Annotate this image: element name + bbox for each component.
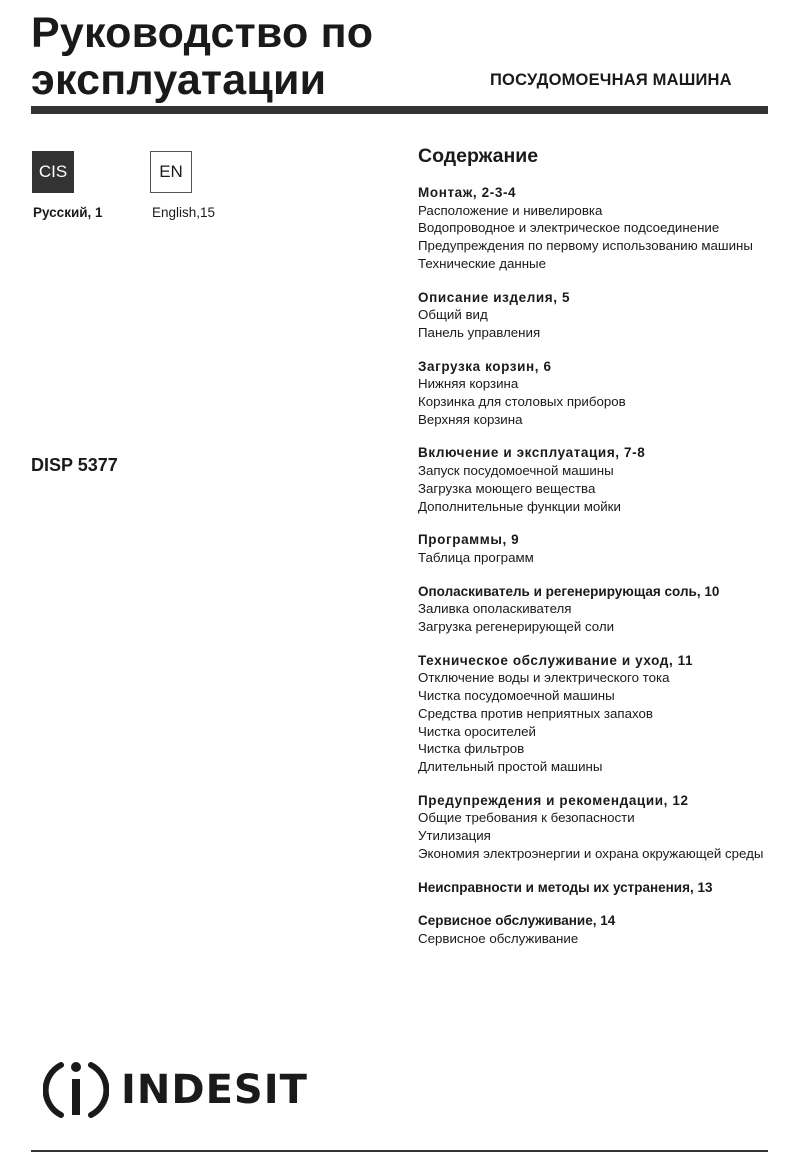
toc-section-warnings [418,792,788,863]
document-title [31,10,373,104]
toc-item: Загрузка моющего вещества [418,480,596,496]
toc-item: Длительный простой машины [418,758,603,774]
toc-item: Технические данные [418,255,546,271]
toc-section-installation [418,184,788,273]
toc-item: Утилизация [418,828,491,844]
toc-item: Общие требования к безопасности [418,810,635,826]
toc-item: Водопроводное и электрическое подсоединение [418,220,720,236]
toc-item: Нижняя корзина [418,376,519,392]
toc-item: Предупреждения по первому использованию машины [418,238,753,254]
toc-item: Общий вид [418,307,488,323]
toc-section-heading: Сервисное обслуживание, 14 [418,913,616,929]
toc-item: Загрузка регенерирующей соли [418,619,615,635]
toc-section-description [418,289,788,342]
brand-name: INDESIT [121,1067,308,1113]
language-badge-cis: CIS [32,151,74,193]
toc-section-service [418,912,788,947]
toc-item: Экономия электроэнергии и охрана окружающей среды [418,845,764,861]
toc-item: Чистка посудомоечной машины [418,688,615,704]
toc-section-heading: Включение и эксплуатация, 7-8 [418,445,646,461]
toc-item: Сервисное обслуживание [418,930,579,946]
toc-item: Чистка оросителей [418,723,536,739]
toc-section-heading: Предупреждения и рекомендации, 12 [418,792,689,808]
toc-section-heading: Программы, 9 [418,532,520,548]
toc-item: Таблица программ [418,549,534,565]
toc-item: Средства против неприятных запахов [418,705,653,721]
toc-section-heading: Ополаскиватель и регенерирующая соль, 10 [418,583,720,599]
toc-section-programs [418,531,788,566]
brand-logo [43,1057,308,1123]
table-of-contents [418,144,788,964]
toc-item: Дополнительные функции мойки [418,498,621,514]
toc-section-rinse-aid [418,583,788,636]
toc-section-heading: Монтаж, 2-3-4 [418,185,517,200]
toc-item: Панель управления [418,324,541,340]
toc-section-heading: Неисправности и методы их устранения, 13 [418,879,713,895]
toc-section-operation [418,444,788,515]
indesit-i-icon [43,1057,109,1123]
title-line-2: эксплуатации [31,56,327,104]
toc-item: Запуск посудомоечной машины [418,463,614,479]
toc-item: Заливка ополаскивателя [418,601,572,617]
toc-section-heading: Загрузка корзин, 6 [418,358,552,374]
toc-section-heading: Техническое обслуживание и уход, 11 [418,652,694,668]
toc-section-maintenance [418,652,788,776]
toc-item: Чистка фильтров [418,741,525,757]
toc-section-troubleshooting [418,879,788,897]
title-line-1: Руководство по [31,9,374,57]
language-badge-en: EN [150,151,192,193]
toc-item: Отключение воды и электрического тока [418,670,670,686]
product-type: ПОСУДОМОЕЧНАЯ МАШИНА [490,71,732,89]
toc-item: Корзинка для столовых приборов [418,394,626,410]
toc-item: Верхняя корзина [418,411,523,427]
toc-item: Расположение и нивелировка [418,202,603,218]
toc-title: Содержание [418,145,539,167]
footer-divider [31,1150,768,1152]
language-label-russian: Русский, 1 [33,205,103,220]
toc-section-heading: Описание изделия, 5 [418,289,571,305]
toc-section-loading [418,358,788,429]
header-divider [31,106,768,114]
model-number: DISP 5377 [31,455,118,475]
language-label-english: English,15 [152,205,216,220]
